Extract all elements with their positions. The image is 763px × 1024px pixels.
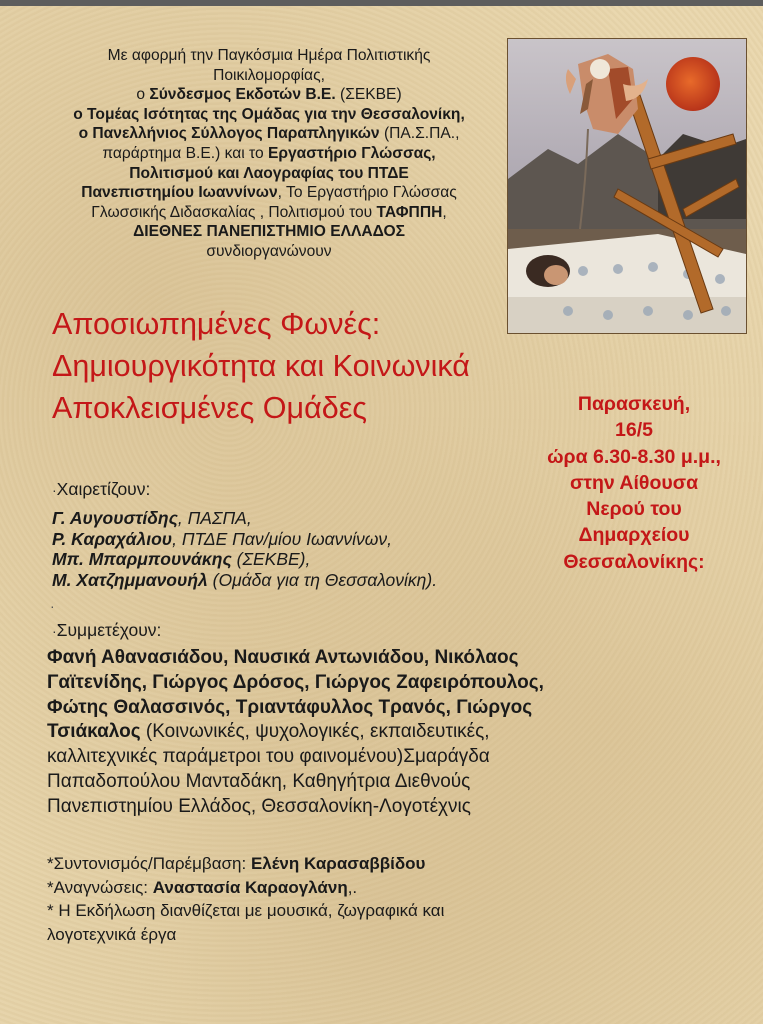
organizer-name: ΤΑΦΠΠΗ [376,203,443,221]
credits-block [47,852,647,946]
organizers-line [40,105,498,125]
speaker-name: Ρ. Καραχάλιου [52,528,173,549]
text: (ΣΕΚΒΕ) [335,86,402,104]
speaker-name: Μπ. Μπαρμπουνάκης [52,549,232,569]
speaker-role: , ΠΤΔΕ Παν/μίου Ιωαννίνων, [172,528,392,549]
painting-image [507,38,747,334]
event-venue: Θεσσαλονίκης: [563,550,705,573]
speaker-name: Μ. Χατζημμανουήλ [52,569,208,590]
greeting-item [52,549,572,570]
speaker-role: , ΠΑΣΠΑ, [177,508,252,528]
event-time: ώρα 6.30-8.30 μ.μ., [547,445,721,468]
text: , Το Εργαστήριο Γλώσσας [277,184,457,202]
note-line: * Η Εκδήλωση διανθίζεται με μουσικά, ζωγραφικά και [47,901,445,920]
greeting-item [52,508,572,529]
organizers-line [40,144,498,164]
event-venue: στην Αίθουσα [569,471,699,494]
text: Γλωσσικής Διδασκαλίας , Πολιτισμού του [91,203,377,221]
heading-text: Συμμετέχουν: [56,620,162,640]
organizers-line: Ποικιλομορφίας, [213,66,325,84]
text: παράρτημα Β.Ε.) και το [102,144,268,162]
text: (ΠΑ.Σ.ΠΑ., [379,125,460,143]
bullet: · [52,623,57,639]
organizers-line [40,85,498,105]
participant-names: Φώτης Θαλασσινός, Τριαντάφυλλος Τρανός, Γιώργος [47,696,533,718]
event-day: Παρασκευή, [577,393,691,415]
text: ,. [347,877,358,897]
organizers-block [40,46,498,262]
organizer-name: Πανεπιστημίου Ιωαννίνων [81,184,278,202]
organizers-line [40,164,498,184]
organizer-name: ο Πανελλήνιος Σύλλογος Παραπληγικών [78,125,380,143]
top-bar [0,0,763,6]
participants-heading [52,620,161,641]
participant-names: Τσιάκαλος [47,721,141,743]
text: , [442,203,447,221]
organizers-line: Με αφορμή την Παγκόσμια Ημέρα Πολιτιστικής [107,47,431,64]
bullet: · [52,482,57,498]
participants-text: (Κοινωνικές, ψυχολογικές, εκπαιδευτικές, [140,721,490,743]
readings-line [47,876,647,900]
event-venue: Δημαρχείου [578,524,690,547]
credit-label: *Συντονισμός/Παρέμβαση: [47,854,251,873]
participants-list [47,646,647,820]
credit-name: Ελένη Καρασαββίδου [250,854,426,873]
speaker-role: (Ομάδα για τη Θεσσαλονίκη). [207,569,438,590]
organizer-name: Πολιτισμού και Λαογραφίας του ΠΤΔΕ [129,164,409,182]
organizers-line [40,183,498,203]
organizer-name: Σύνδεσμος Εκδοτών Β.Ε. [149,86,336,104]
organizers-line: συνδιοργανώνουν [206,242,332,260]
organizers-line [40,222,498,242]
organizers-line [40,203,498,223]
organizer-name: ΔΙΕΘΝΕΣ ΠΑΝΕΠΙΣΤΗΜΙΟ ΕΛΛΑΔΟΣ [133,223,405,241]
organizer-name: ο Τομέας Ισότητας της Ομάδας για την Θεσσαλονίκη, [73,105,465,123]
participants-line [47,720,647,745]
participants-line: Πανεπιστημίου Ελλάδος, Θεσσαλονίκη-Λογοτέχνις [47,795,471,817]
participant-names: Γαϊτενίδης, Γιώργος Δρόσος, Γιώργος Ζαφειρόπουλος, [47,671,544,693]
participants-line: καλλιτεχνικές παράμετροι του φαινομένου)Σμαράγδα [47,746,490,768]
greeting-item [52,529,572,550]
note-line: λογοτεχνικά έργα [47,924,177,944]
participants-line [47,696,647,721]
greeting-item [52,570,572,591]
text: ο [136,86,150,104]
heading-text: Χαιρετίζουν: [56,479,151,499]
credit-name: Αναστασία Καραογλάνη [152,877,348,897]
event-venue: Νερού του [586,498,682,521]
credit-label: *Αναγνώσεις: [47,877,153,897]
participants-line [47,671,647,696]
bullet-separator: · [50,598,55,614]
greetings-list [52,508,572,590]
participants-line: Παπαδοπούλου Μανταδάκη, Καθηγήτρια Διεθνούς [47,770,471,792]
participant-names: Φανή Αθανασιάδου, Ναυσικά Αντωνιάδου, Νικόλαος [47,647,519,668]
event-date: 16/5 [615,419,653,442]
title-line: Δημιουργικότητα και Κοινωνικά [52,349,470,383]
organizer-name: Εργαστήριο Γλώσσας, [267,144,436,162]
speaker-name: Γ. Αυγουστίδης [52,508,178,528]
speaker-role: (ΣΕΚΒΕ), [231,549,311,569]
title-line: Αποκλεισμένες Ομάδες [52,391,368,425]
greetings-heading [52,479,150,500]
coordination-line [47,852,647,876]
title-line: Αποσιωπημένες Φωνές: [52,307,381,341]
participants-line [47,646,647,671]
organizers-line [40,124,498,144]
